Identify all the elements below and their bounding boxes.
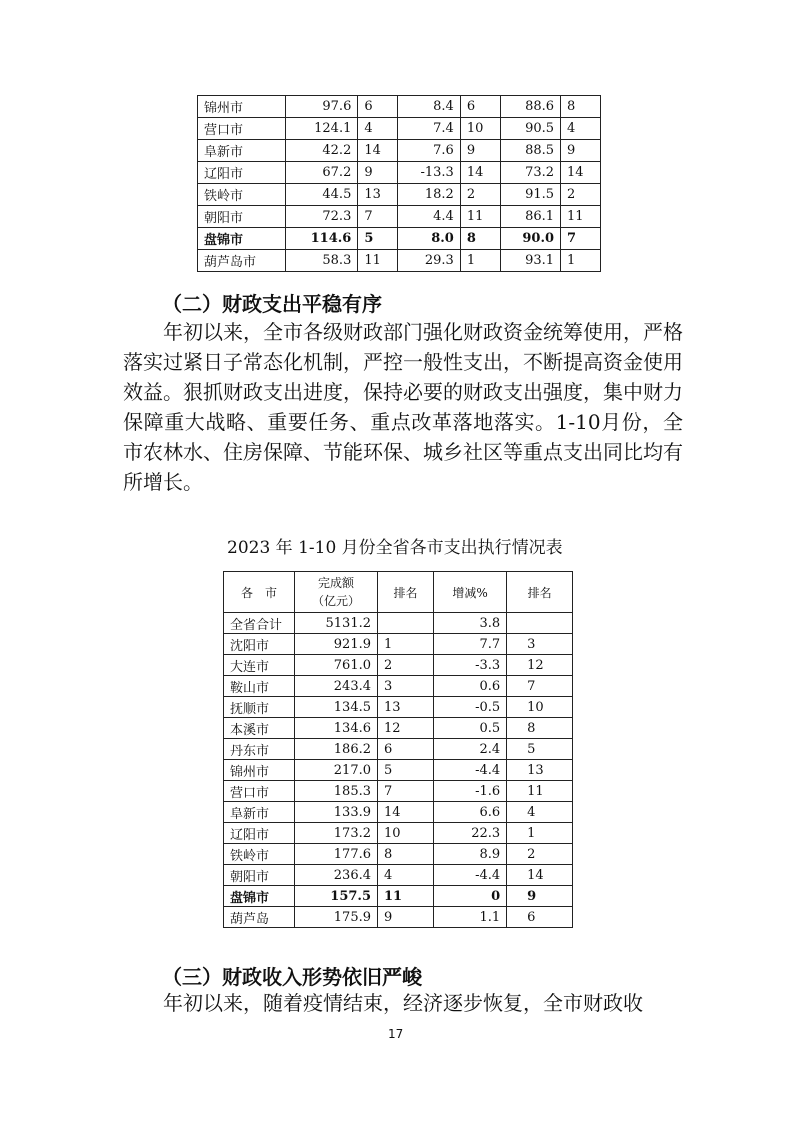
table-cell: 14 [561, 162, 601, 184]
table2-caption: 2023 年 1-10 月份全省各市支出执行情况表 [227, 538, 563, 558]
table-cell: 2 [507, 844, 573, 865]
table-cell [507, 613, 573, 634]
table-cell: 14 [358, 140, 398, 162]
table-cell: 9 [460, 140, 500, 162]
table-cell: 7 [378, 781, 434, 802]
table-cell: 锦州市 [198, 96, 286, 118]
table-row [198, 118, 601, 140]
table-cell: 6 [358, 96, 398, 118]
table-cell: 2 [460, 184, 500, 206]
table-cell: 8.0 [398, 228, 461, 250]
table-cell: 13 [378, 697, 434, 718]
table-cell: 6 [378, 739, 434, 760]
table-cell: -1.6 [433, 781, 506, 802]
table-cell: -3.3 [433, 655, 506, 676]
table-cell: 67.2 [285, 162, 358, 184]
expenditure-table [223, 571, 573, 928]
table-cell: -4.4 [433, 760, 506, 781]
table-row [224, 802, 573, 823]
table-cell: 88.5 [500, 140, 560, 162]
page-number: 17 [388, 1027, 404, 1041]
table-cell: 1 [507, 823, 573, 844]
header-amount-label: 完成额 [317, 576, 354, 590]
table-cell: 4 [358, 118, 398, 140]
table-cell: 91.5 [500, 184, 560, 206]
table-cell: 0.5 [433, 718, 506, 739]
table-cell: 11 [378, 886, 434, 907]
table-cell: 73.2 [500, 162, 560, 184]
table-cell: -13.3 [398, 162, 461, 184]
table-cell: 6 [507, 907, 573, 928]
table-cell: 沈阳市 [224, 634, 295, 655]
section2-paragraph: 年初以来，全市各级财政部门强化财政资金统筹使用，严格落实过紧日子常态化机制，严控一般性支出，不断提高资金使用效益。狠抓财政支出进度，保持必要的财政支出强度，集中财力保障重大战略、重要任务、重点改革落地落实。1-10月份，全市农林水、住房保障、节能环保、城乡社区等重点支出同比均有所增长。 [123, 320, 683, 494]
table-row [224, 781, 573, 802]
table-row [224, 886, 573, 907]
section3-heading: （三）财政收入形势依旧严峻 [162, 965, 422, 989]
table-cell: 22.3 [433, 823, 506, 844]
table-cell: 72.3 [285, 206, 358, 228]
table-cell: 2 [561, 184, 601, 206]
table-cell: 157.5 [295, 886, 378, 907]
table-row [224, 655, 573, 676]
table-row [224, 760, 573, 781]
table-cell: 1 [460, 250, 500, 272]
header-amount-unit: （亿元） [311, 594, 360, 608]
table-cell: 丹东市 [224, 739, 295, 760]
table-cell: 0.6 [433, 676, 506, 697]
header-amount [295, 572, 378, 613]
table-row [224, 907, 573, 928]
table-row [224, 634, 573, 655]
table-cell: 锦州市 [224, 760, 295, 781]
table-cell: 11 [358, 250, 398, 272]
table-cell: 4 [378, 865, 434, 886]
table-cell: 葫芦岛 [224, 907, 295, 928]
table-cell: 185.3 [295, 781, 378, 802]
table-cell: 90.5 [500, 118, 560, 140]
table-cell: 2.4 [433, 739, 506, 760]
table-cell: 761.0 [295, 655, 378, 676]
table-cell: 44.5 [285, 184, 358, 206]
table-cell: 1 [378, 634, 434, 655]
header-city: 各 市 [224, 572, 295, 613]
table-cell: 本溪市 [224, 718, 295, 739]
table-cell: 8.4 [398, 96, 461, 118]
table-cell: 11 [460, 206, 500, 228]
header-rank-amount: 排名 [378, 572, 434, 613]
table-cell [378, 613, 434, 634]
table-cell: 13 [358, 184, 398, 206]
table-cell: 175.9 [295, 907, 378, 928]
table-cell: 盘锦市 [224, 886, 295, 907]
table-cell: 大连市 [224, 655, 295, 676]
table-row [224, 823, 573, 844]
table-cell: 186.2 [295, 739, 378, 760]
header-rank-change: 排名 [507, 572, 573, 613]
table-cell: 葫芦岛市 [198, 250, 286, 272]
table-cell: 0 [433, 886, 506, 907]
table-cell: 18.2 [398, 184, 461, 206]
table-cell: 12 [378, 718, 434, 739]
table-cell: 11 [507, 781, 573, 802]
table-cell: 3 [378, 676, 434, 697]
table-row [224, 676, 573, 697]
table-cell: 阜新市 [224, 802, 295, 823]
table-cell: 8 [561, 96, 601, 118]
table-cell: 6 [460, 96, 500, 118]
table-cell: 14 [507, 865, 573, 886]
table-cell: 921.9 [295, 634, 378, 655]
table-cell: 朝阳市 [198, 206, 286, 228]
table-cell: 58.3 [285, 250, 358, 272]
table-row [224, 739, 573, 760]
table-cell: 173.2 [295, 823, 378, 844]
table-cell: 10 [460, 118, 500, 140]
table-cell: 90.0 [500, 228, 560, 250]
table-header-row [224, 572, 573, 613]
table-cell: 6.6 [433, 802, 506, 823]
table-cell: 1.1 [433, 907, 506, 928]
table-cell: 243.4 [295, 676, 378, 697]
table-cell: 8 [460, 228, 500, 250]
table-cell: 铁岭市 [224, 844, 295, 865]
table-cell: 抚顺市 [224, 697, 295, 718]
table-cell: 93.1 [500, 250, 560, 272]
table-cell: 5 [378, 760, 434, 781]
table-row [224, 718, 573, 739]
table-row [198, 96, 601, 118]
table-cell: 营口市 [224, 781, 295, 802]
table-cell: 全省合计 [224, 613, 295, 634]
table-cell: -0.5 [433, 697, 506, 718]
table-cell: 124.1 [285, 118, 358, 140]
table-cell: 4.4 [398, 206, 461, 228]
table-cell: 8 [507, 718, 573, 739]
revenue-table-continued [197, 95, 601, 272]
table-cell: 1 [561, 250, 601, 272]
table-cell: 134.5 [295, 697, 378, 718]
table-cell: 鞍山市 [224, 676, 295, 697]
table-row [198, 250, 601, 272]
table-cell: 88.6 [500, 96, 560, 118]
table-cell: 8.9 [433, 844, 506, 865]
table-cell: 朝阳市 [224, 865, 295, 886]
table-cell: 2 [378, 655, 434, 676]
table-cell: 5 [358, 228, 398, 250]
table-cell: 辽阳市 [198, 162, 286, 184]
table-cell: 7.7 [433, 634, 506, 655]
table-cell: 97.6 [285, 96, 358, 118]
table-row [198, 228, 601, 250]
table-row [198, 206, 601, 228]
table-cell: 10 [378, 823, 434, 844]
table-cell: 9 [358, 162, 398, 184]
table-cell: 177.6 [295, 844, 378, 865]
section3-paragraph: 年初以来，随着疫情结束，经济逐步恢复，全市财政收 [163, 991, 643, 1015]
table-row [198, 184, 601, 206]
table-cell: 3.8 [433, 613, 506, 634]
table-row [198, 162, 601, 184]
table-cell: 86.1 [500, 206, 560, 228]
table-row [224, 865, 573, 886]
table-cell: 3 [507, 634, 573, 655]
table-cell: 134.6 [295, 718, 378, 739]
table-cell: 4 [561, 118, 601, 140]
table-cell: 114.6 [285, 228, 358, 250]
table-cell: 7.6 [398, 140, 461, 162]
table-row [224, 613, 573, 634]
table-cell: 133.9 [295, 802, 378, 823]
table-cell: 42.2 [285, 140, 358, 162]
table-cell: 9 [561, 140, 601, 162]
table-cell: 4 [507, 802, 573, 823]
table-cell: 7 [561, 228, 601, 250]
table-cell: 217.0 [295, 760, 378, 781]
table-cell: 13 [507, 760, 573, 781]
table-cell: 5 [507, 739, 573, 760]
table-cell: 9 [507, 886, 573, 907]
table-cell: 11 [561, 206, 601, 228]
section2-heading: （二）财政支出平稳有序 [162, 292, 382, 316]
table-cell: 10 [507, 697, 573, 718]
table-cell: 14 [378, 802, 434, 823]
table-row [198, 140, 601, 162]
table-cell: 7 [507, 676, 573, 697]
table-cell: 7 [358, 206, 398, 228]
table-row [224, 697, 573, 718]
table-row [224, 844, 573, 865]
table-cell: 236.4 [295, 865, 378, 886]
table-cell: 29.3 [398, 250, 461, 272]
table-cell: 14 [460, 162, 500, 184]
table-cell: 7.4 [398, 118, 461, 140]
table-cell: 铁岭市 [198, 184, 286, 206]
table-cell: 辽阳市 [224, 823, 295, 844]
table-cell: 盘锦市 [198, 228, 286, 250]
header-change: 增减% [433, 572, 506, 613]
table-cell: 12 [507, 655, 573, 676]
table-cell: 5131.2 [295, 613, 378, 634]
table-cell: 9 [378, 907, 434, 928]
table-cell: -4.4 [433, 865, 506, 886]
table-cell: 营口市 [198, 118, 286, 140]
table-cell: 8 [378, 844, 434, 865]
table-cell: 阜新市 [198, 140, 286, 162]
